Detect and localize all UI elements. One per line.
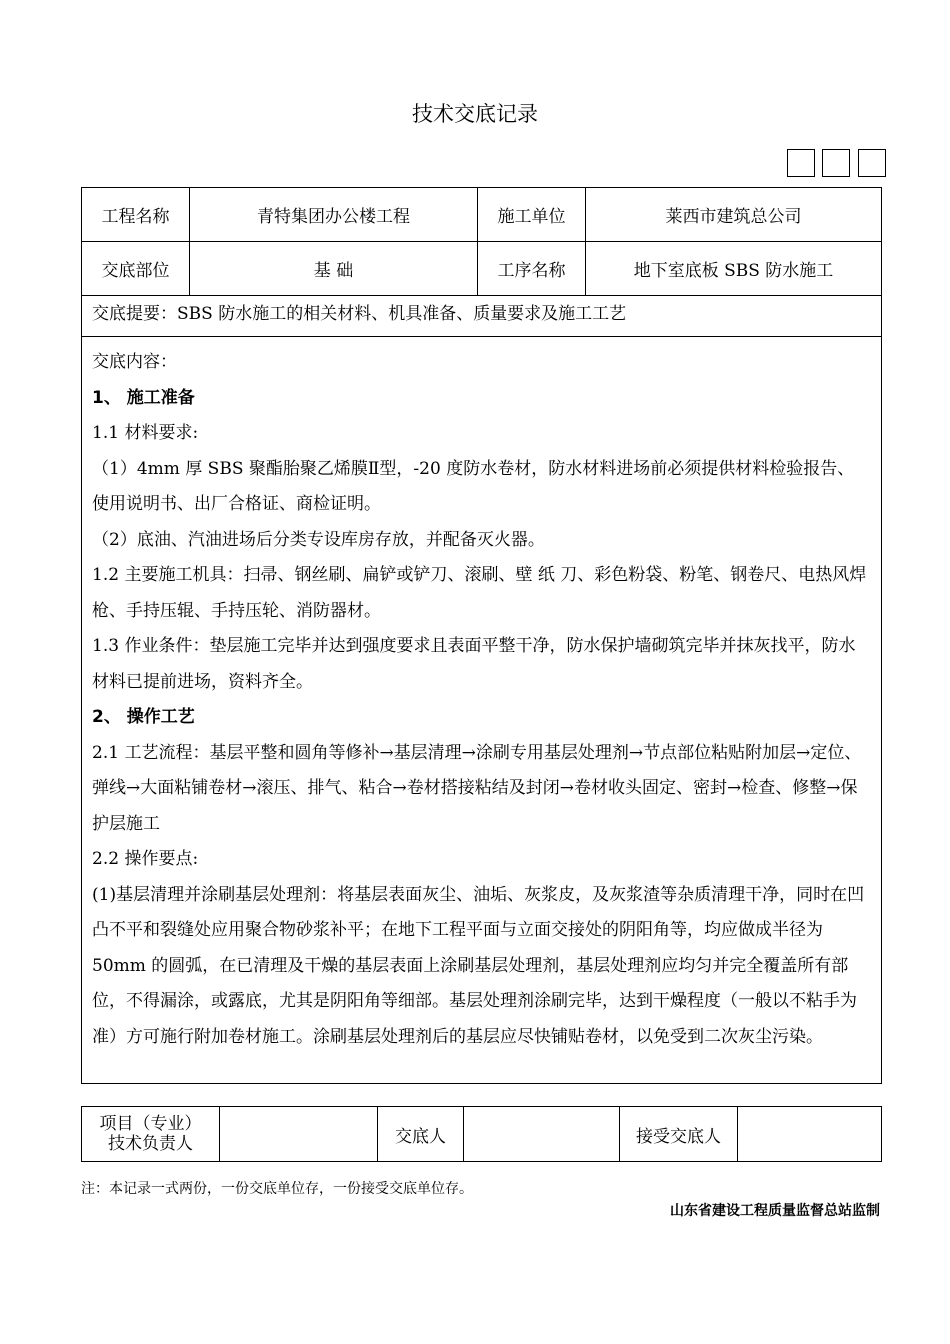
part-label: 交底部位 <box>82 242 190 296</box>
summary-cell <box>82 296 882 337</box>
tech-lead-label <box>82 1107 220 1162</box>
project-name-label: 工程名称 <box>82 188 190 242</box>
section-1-title: 1、 施工准备 <box>92 387 195 408</box>
record-number-box-2[interactable] <box>822 149 850 177</box>
section-1-1-title: 1.1 材料要求: <box>92 423 199 443</box>
section-1-2: 1.2 主要施工机具：扫帚、钢丝刷、扁铲或铲刀、滚刷、壁 纸 刀、彩色粉袋、粉笔、钢卷尺、电热风焊枪、手持压辊、手持压轮、消防器材。 <box>92 565 867 621</box>
signature-table <box>81 1106 882 1162</box>
tech-lead-signature[interactable] <box>220 1107 378 1162</box>
construction-unit-value[interactable]: 莱西市建筑总公司 <box>586 188 882 242</box>
content-cell <box>82 337 882 1084</box>
supervisor-text: 山东省建设工程质量监督总站监制 <box>670 1203 880 1219</box>
section-1-1-item-2: （2）底油、汽油进场后分类专设库房存放，并配备灭火器。 <box>92 529 545 550</box>
record-number-box-3[interactable] <box>858 149 886 177</box>
record-number-boxes <box>787 149 886 177</box>
section-2-2-item-1: (1)基层清理并涂刷基层处理剂：将基层表面灰尘、油垢、灰浆皮，及灰浆渣等杂质清理干净，同时在凹凸不平和裂缝处应用聚合物砂浆补平；在地下工程平面与立面交接处的阴阳角等，均应做成半径为 50mm 的圆弧，在已清理及干燥的基层表面上涂刷基层处理剂，基层处理剂应均匀并完全覆盖所有部位，不得漏涂，或露底，尤其是阴阳角等细部。基层处理剂涂刷完毕，达到干燥程度（一般以不粘手为准）方可施行附加卷材施工。涂刷基层处理剂后的基层应尽快铺贴卷材，以免受到二次灰尘污染。 <box>92 884 865 1047</box>
section-1-1-item-1: （1）4mm 厚 SBS 聚酯胎聚乙烯膜Ⅱ型，-20 度防水卷材，防水材料进场前必须提供材料检验报告、使用说明书、出厂合格证、商检证明。 <box>92 458 855 514</box>
receiver-label: 接受交底人 <box>620 1107 738 1162</box>
section-2-2-title: 2.2 操作要点: <box>92 849 199 869</box>
record-number-box-1[interactable] <box>787 149 815 177</box>
disclosure-table <box>81 187 882 1084</box>
section-2-title: 2、 操作工艺 <box>92 707 195 727</box>
construction-unit-label: 施工单位 <box>478 188 586 242</box>
section-2-1: 2.1 工艺流程：基层平整和圆角等修补→基层清理→涂刷专用基层处理剂→节点部位粘贴附加层→定位、弹线→大面粘铺卷材→滚压、排气、粘合→卷材搭接粘结及封闭→卷材收头固定、密封→检查、修整→保护层施工 <box>92 742 862 834</box>
project-name-value[interactable]: 青特集团办公楼工程 <box>190 188 478 242</box>
content-heading: 交底内容： <box>92 352 177 372</box>
receiver-signature[interactable] <box>738 1107 882 1162</box>
tech-lead-label-line-2: 技术负责人 <box>108 1134 193 1154</box>
tech-lead-label-line-1: 项目（专业） <box>99 1114 202 1134</box>
content-body[interactable] <box>82 337 881 1055</box>
footer-note: 注：本记录一式两份，一份交底单位存，一份接受交底单位存。 <box>81 1181 473 1197</box>
page-title: 技术交底记录 <box>412 102 538 126</box>
process-label: 工序名称 <box>478 242 586 296</box>
presenter-label: 交底人 <box>378 1107 464 1162</box>
part-value[interactable]: 基 础 <box>190 242 478 296</box>
process-value[interactable]: 地下室底板 SBS 防水施工 <box>586 242 882 296</box>
presenter-signature[interactable] <box>464 1107 620 1162</box>
summary-text[interactable]: 交底提要：SBS 防水施工的相关材料、机具准备、质量要求及施工工艺 <box>92 304 627 324</box>
section-1-3: 1.3 作业条件：垫层施工完毕并达到强度要求且表面平整干净，防水保护墙砌筑完毕并抹灰找平，防水材料已提前进场，资料齐全。 <box>92 636 856 692</box>
